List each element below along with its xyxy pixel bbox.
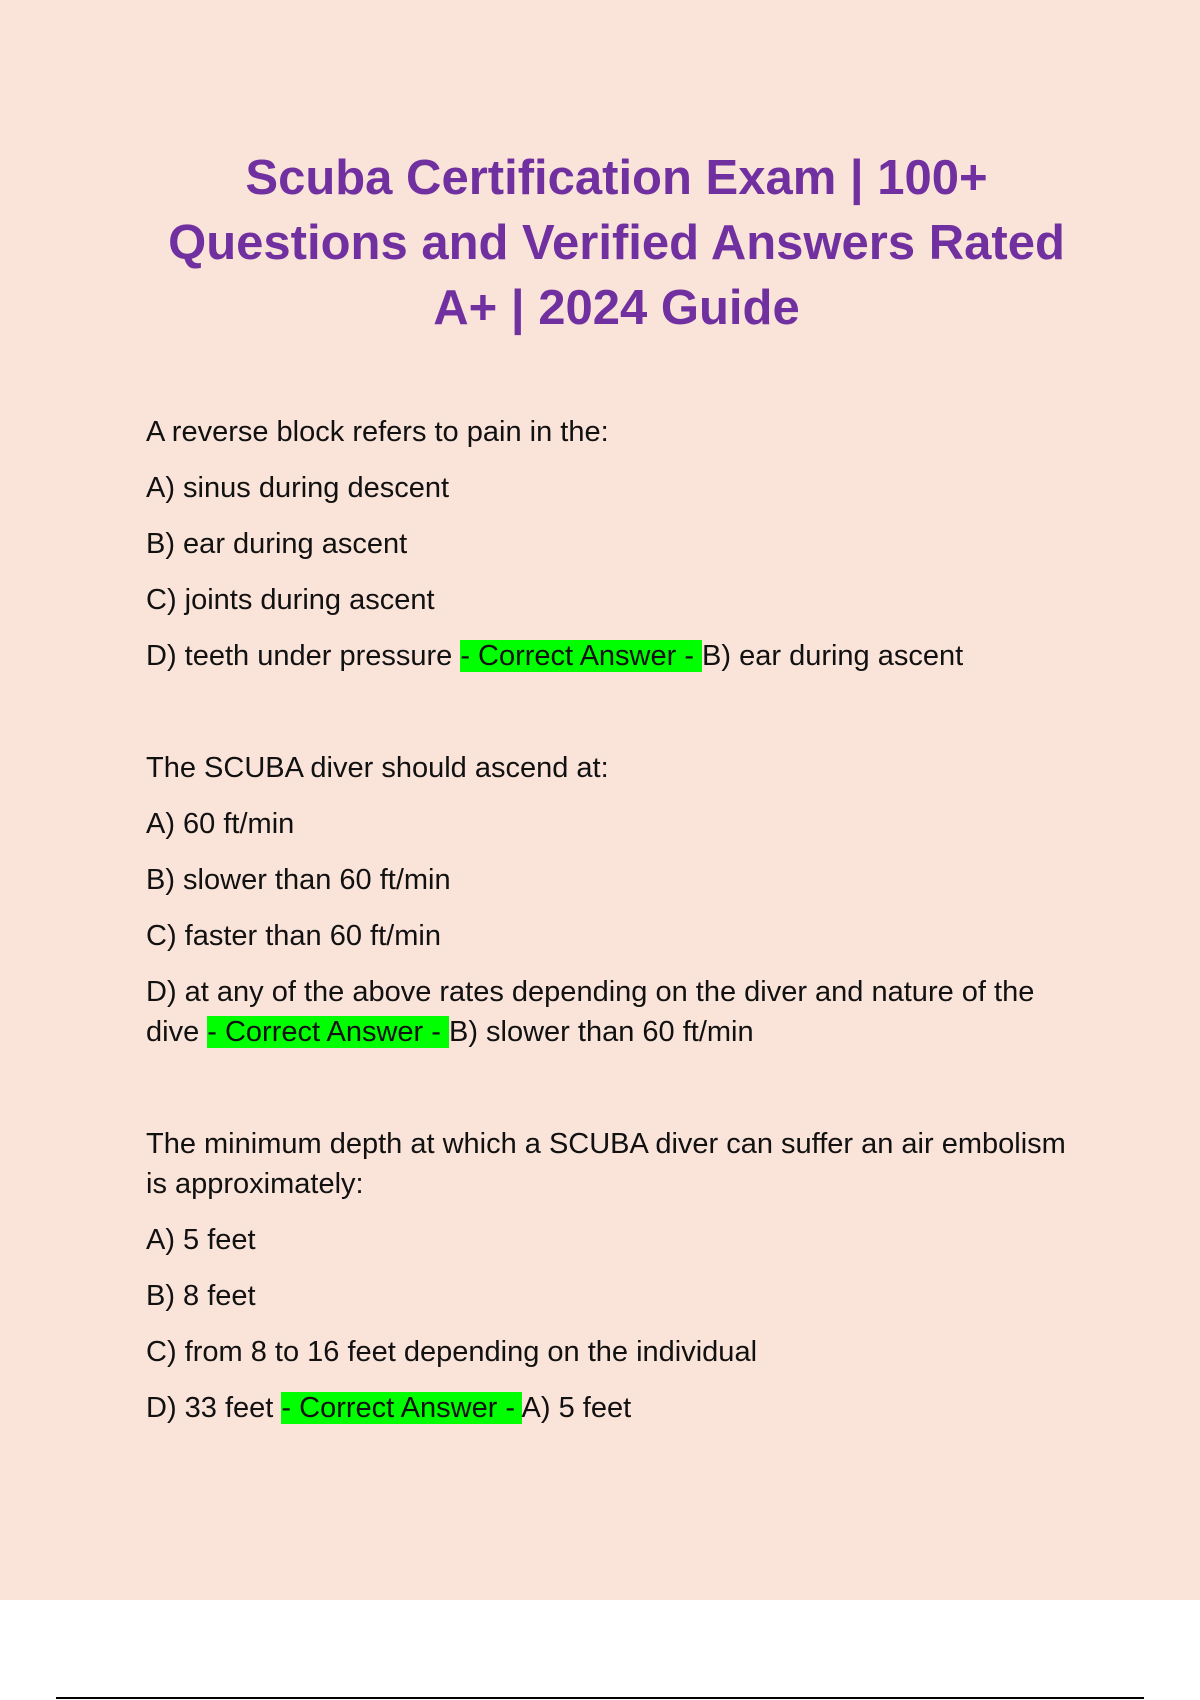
correct-answer-text: B) slower than 60 ft/min <box>448 1016 754 1048</box>
question-block <box>146 748 1086 1052</box>
correct-answer-label: - Correct Answer - <box>207 1016 449 1048</box>
answer-option: B) ear during ascent <box>146 528 408 560</box>
correct-answer-label: - Correct Answer - <box>281 1392 522 1424</box>
question-block <box>146 412 1086 676</box>
answer-option-text: D) teeth under pressure <box>146 640 461 672</box>
question-list <box>146 412 1086 1500</box>
question-prompt: The SCUBA diver should ascend at: <box>146 752 609 784</box>
answer-option: C) joints during ascent <box>146 584 435 616</box>
document-title: Scuba Certification Exam | 100+ Questions and Verified Answers Rated A+ | 2024 Guide <box>168 151 1065 335</box>
question-prompt: A reverse block refers to pain in the: <box>146 416 609 448</box>
footer-divider <box>56 1697 1144 1699</box>
correct-answer-label: - Correct Answer - <box>460 640 703 672</box>
answer-option-with-answer <box>146 1388 1086 1428</box>
question-prompt: The minimum depth at which a SCUBA diver can suffer an air embolism is approximately: <box>146 1128 1066 1200</box>
answer-option-text: D) 33 feet <box>146 1392 282 1424</box>
question-block <box>146 1124 1086 1428</box>
answer-option: A) sinus during descent <box>146 472 450 504</box>
answer-option: B) 8 feet <box>146 1280 256 1312</box>
answer-option-with-answer <box>146 636 1086 676</box>
correct-answer-text: B) ear during ascent <box>702 640 964 672</box>
answer-option: B) slower than 60 ft/min <box>146 864 451 896</box>
answer-option: A) 60 ft/min <box>146 808 295 840</box>
answer-option-with-answer <box>146 972 1086 1052</box>
answer-option: C) faster than 60 ft/min <box>146 920 441 952</box>
correct-answer-text: A) 5 feet <box>521 1392 632 1424</box>
answer-option-text: D) at any of the above rates depending on the diver and nature of the dive <box>146 976 1035 1048</box>
answer-option: C) from 8 to 16 feet depending on the individual <box>146 1336 758 1368</box>
answer-option: A) 5 feet <box>146 1224 256 1256</box>
